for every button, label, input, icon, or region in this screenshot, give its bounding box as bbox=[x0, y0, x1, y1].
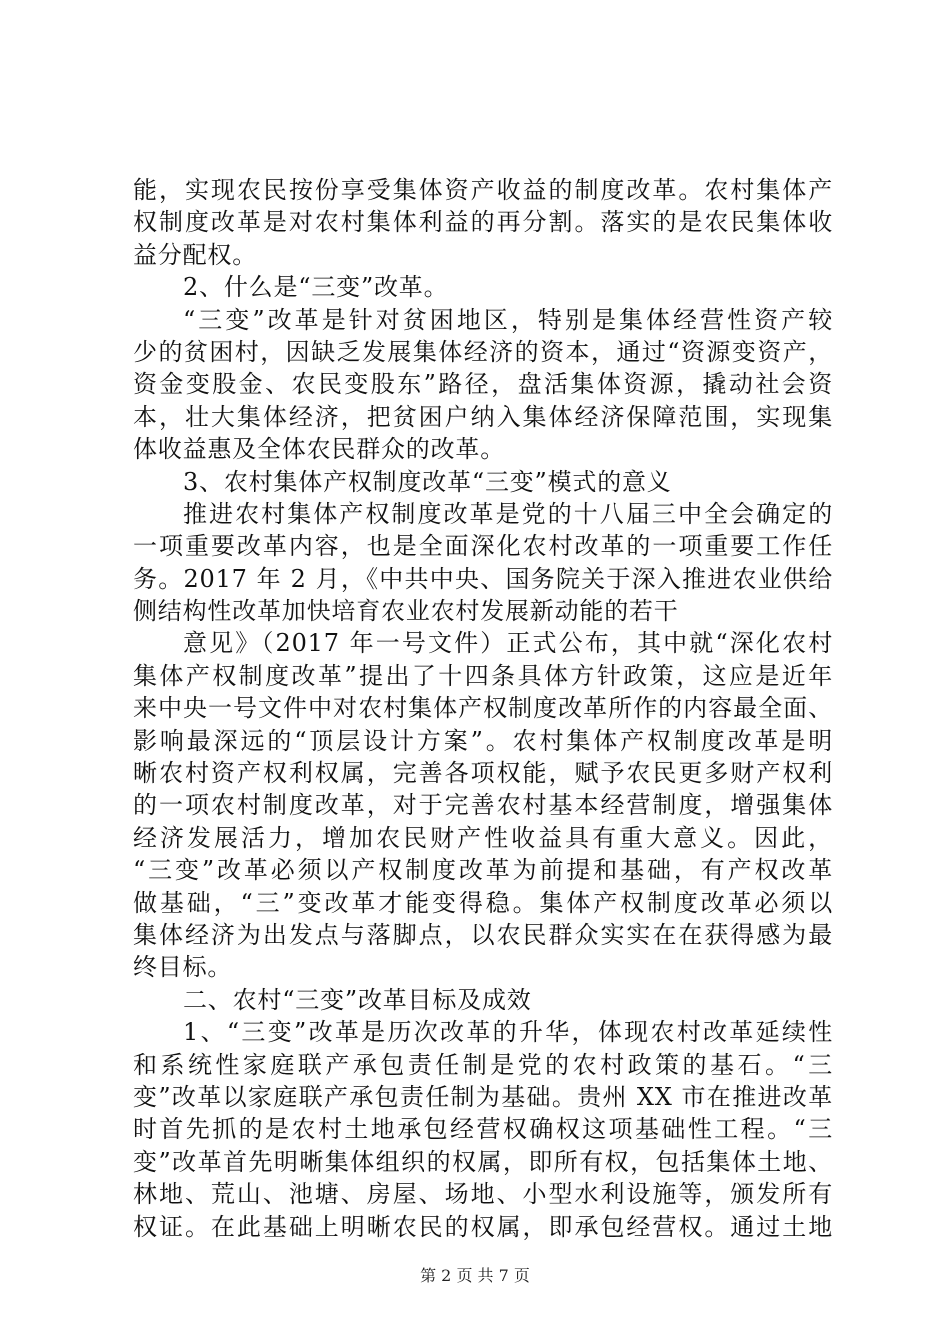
text-line: “三变”改革是针对贫困地区，特别是集体经营性资产较 bbox=[183, 305, 833, 334]
text-line: 变”改革以家庭联产承包责任制为基础。贵州 XX 市在推进改革 bbox=[133, 1082, 833, 1111]
text-line: 二、农村“三变”改革目标及成效 bbox=[183, 985, 532, 1014]
text-line: 意见》（2017 年一号文件）正式公布，其中就“深化农村 bbox=[183, 629, 833, 658]
text-line: “三变”改革必须以产权制度改革为前提和基础，有产权改革 bbox=[133, 856, 833, 885]
page-footer: 第 2 页 共 7 页 bbox=[420, 1266, 530, 1285]
text-line: 权证。在此基础上明晰农民的权属，即承包经营权。通过土地 bbox=[133, 1212, 833, 1241]
text-line: 务。2017 年 2 月，《中共中央、国务院关于深入推进农业供给 bbox=[133, 564, 833, 593]
text-line: 林地、荒山、池塘、房屋、场地、小型水利设施等，颁发所有 bbox=[133, 1180, 833, 1209]
body-text bbox=[133, 174, 833, 1243]
text-line: 的一项农村制度改革，对于完善农村基本经营制度，增强集体 bbox=[133, 791, 833, 820]
text-line: 资金变股金、农民变股东”路径，盘活集体资源，撬动社会资 bbox=[133, 370, 833, 399]
text-line: 1、“三变”改革是历次改革的升华，体现农村改革延续性 bbox=[183, 1018, 833, 1047]
text-line: 权制度改革是对农村集体利益的再分割。落实的是农民集体收 bbox=[133, 208, 833, 237]
text-line: 影响最深远的“顶层设计方案”。农村集体产权制度改革是明 bbox=[133, 726, 833, 755]
text-line: 益分配权。 bbox=[133, 240, 257, 269]
text-line: 集体经济为出发点与落脚点，以农民群众实实在在获得感为最 bbox=[133, 920, 833, 949]
text-line: 晰农村资产权利权属，完善各项权能，赋予农民更多财产权利 bbox=[133, 759, 833, 788]
text-line: 来中央一号文件中对农村集体产权制度改革所作的内容最全面、 bbox=[133, 694, 833, 723]
text-line: 变”改革首先明晰集体组织的权属，即所有权，包括集体土地、 bbox=[133, 1147, 833, 1176]
text-line: 和系统性家庭联产承包责任制是党的农村政策的基石。“三 bbox=[133, 1050, 833, 1079]
text-line: 3、农村集体产权制度改革“三变”模式的意义 bbox=[183, 467, 672, 496]
text-line: 推进农村集体产权制度改革是党的十八届三中全会确定的 bbox=[183, 499, 833, 528]
text-line: 经济发展活力，增加农民财产性收益具有重大意义。因此， bbox=[133, 823, 833, 852]
text-line: 侧结构性改革加快培育农业农村发展新动能的若干 bbox=[133, 597, 679, 626]
text-line: 体收益惠及全体农民群众的改革。 bbox=[133, 435, 505, 464]
text-line: 集体产权制度改革”提出了十四条具体方针政策，这应是近年 bbox=[133, 661, 833, 690]
text-line: 一项重要改革内容，也是全面深化农村改革的一项重要工作任 bbox=[133, 532, 833, 561]
text-line: 2、什么是“三变”改革。 bbox=[183, 273, 449, 302]
text-line: 做基础，“三”变改革才能变得稳。集体产权制度改革必须以 bbox=[133, 888, 833, 917]
text-line: 本，壮大集体经济，把贫困户纳入集体经济保障范围，实现集 bbox=[133, 402, 833, 431]
text-line: 时首先抓的是农村土地承包经营权确权这项基础性工程。“三 bbox=[133, 1115, 833, 1144]
text-line: 能，实现农民按份享受集体资产收益的制度改革。农村集体产 bbox=[133, 176, 833, 204]
text-line: 终目标。 bbox=[133, 953, 233, 982]
text-line: 少的贫困村，因缺乏发展集体经济的资本，通过“资源变资产， bbox=[133, 337, 833, 366]
